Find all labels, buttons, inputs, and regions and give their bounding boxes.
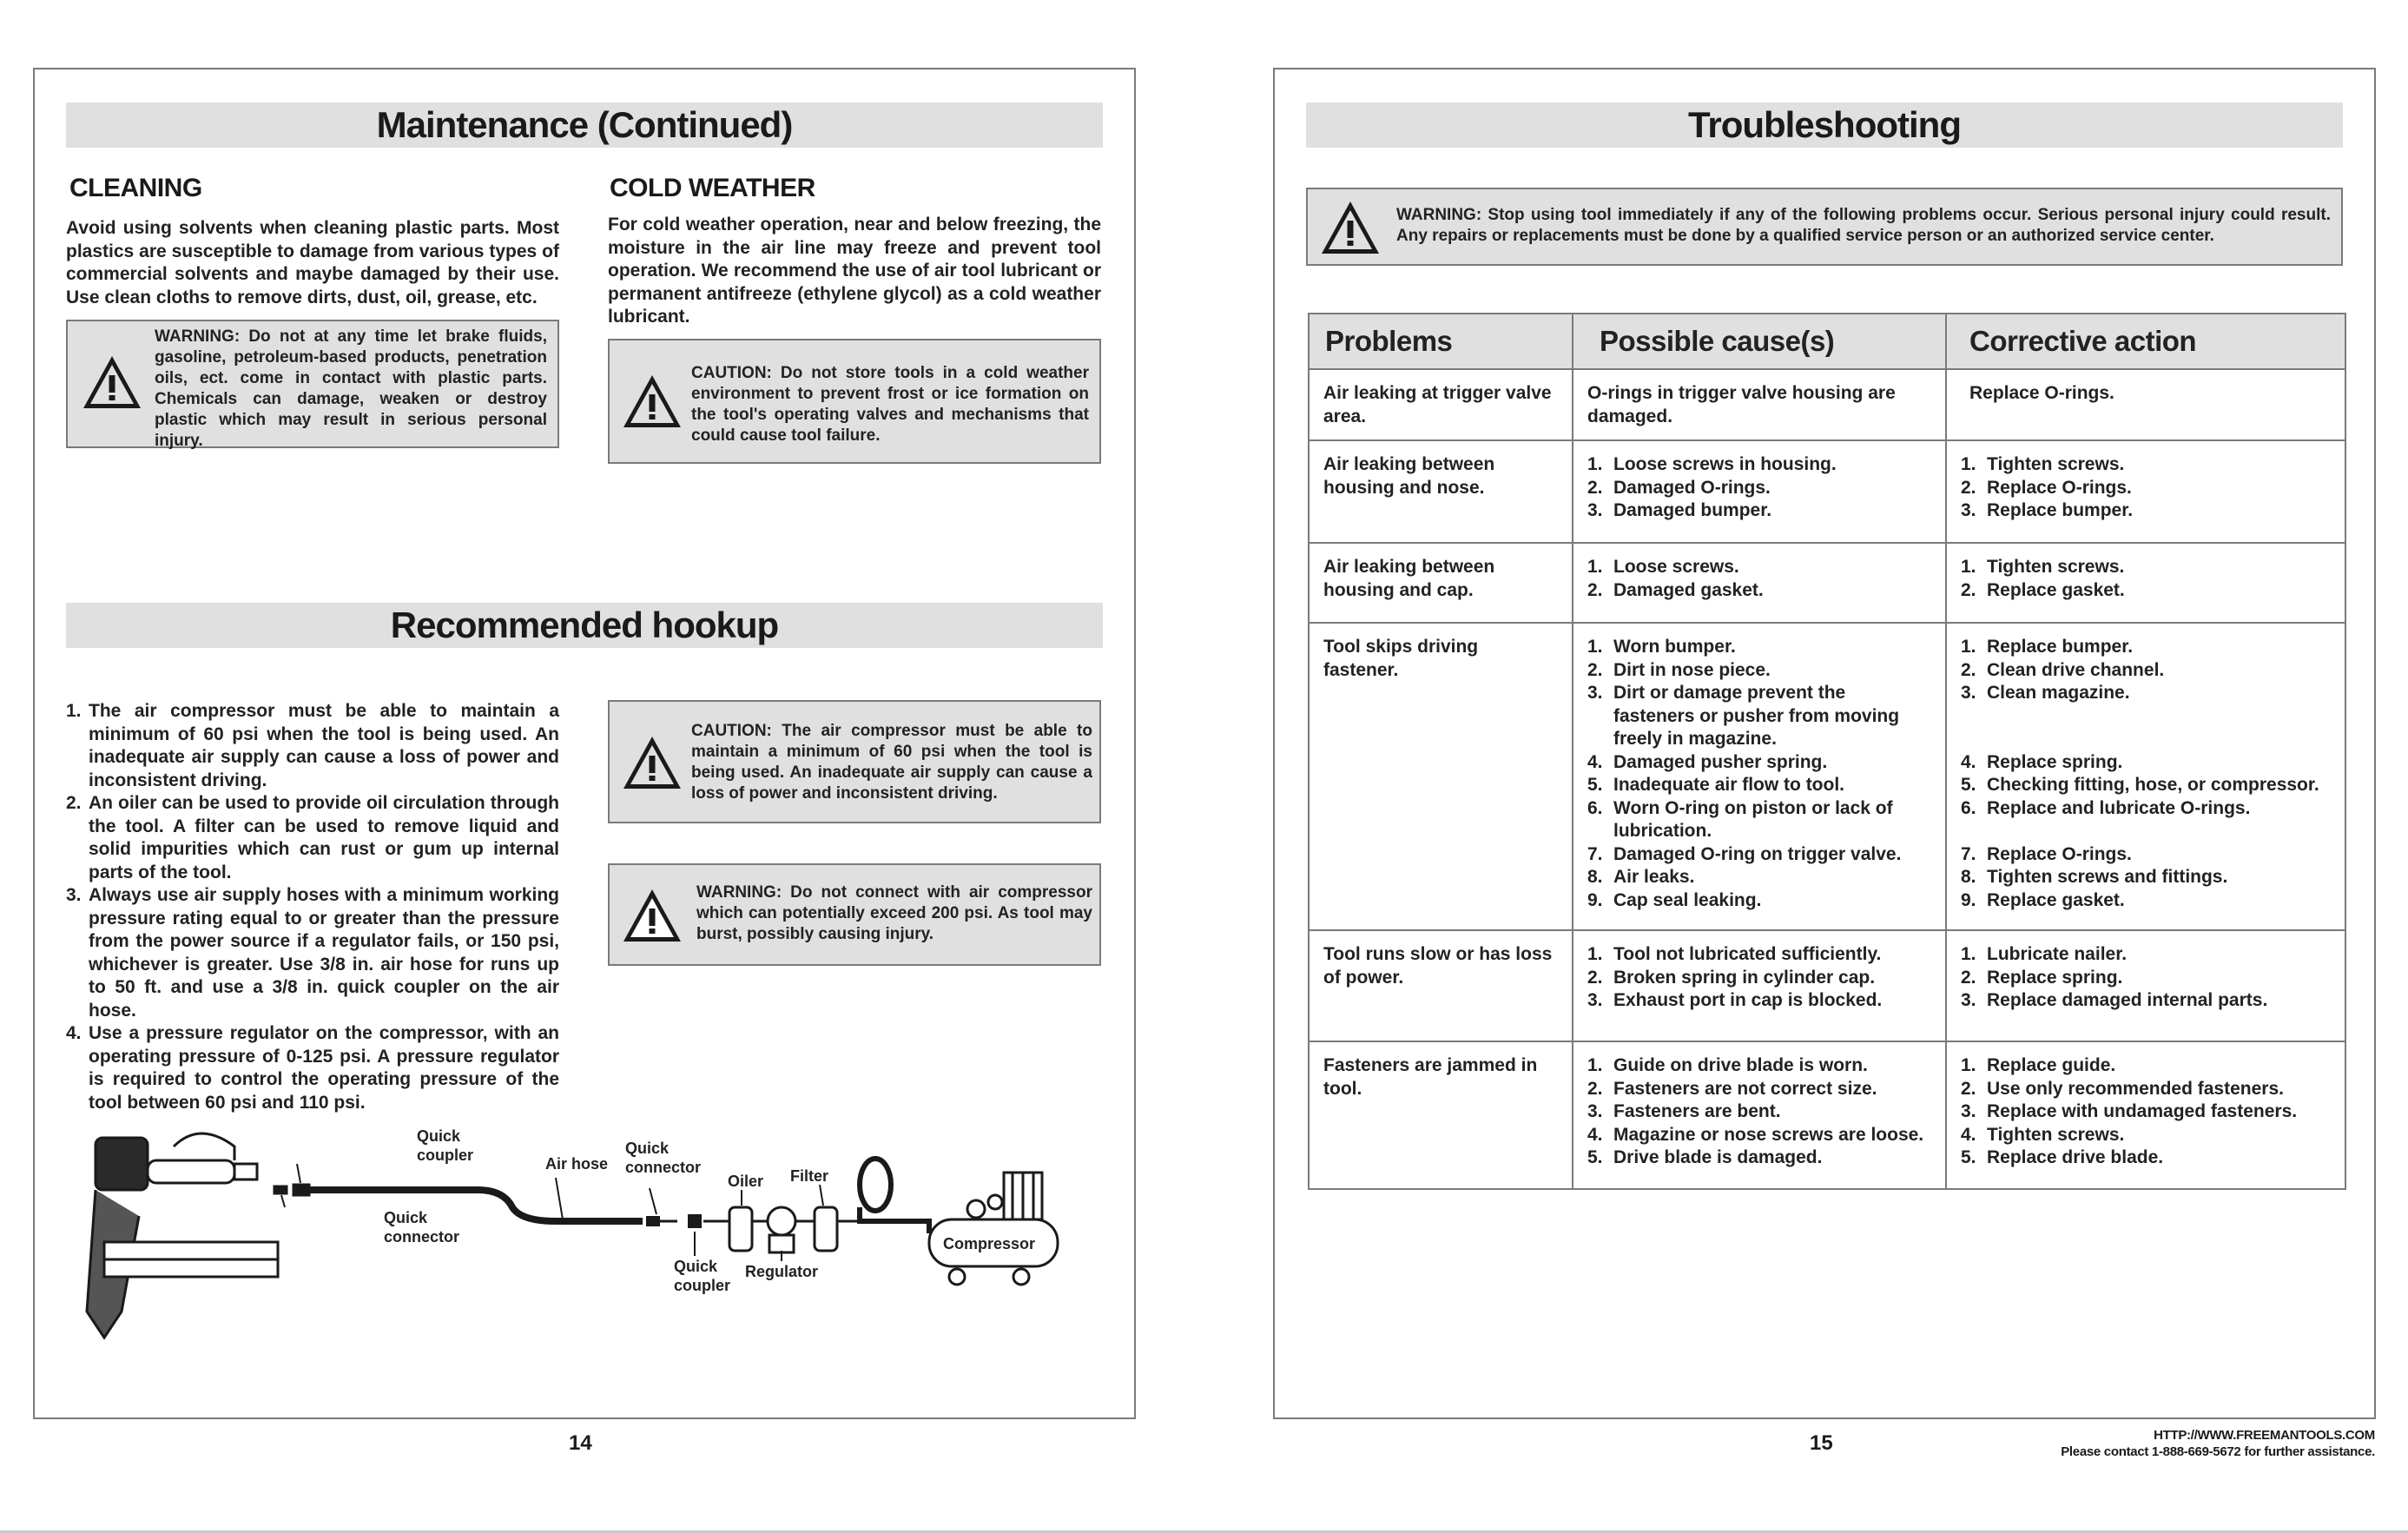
list-item: 2. Replace O-rings.	[1961, 477, 2132, 498]
cleaning-warning-box	[66, 320, 559, 448]
label-filter: Filter	[790, 1167, 829, 1185]
actions-cell	[1946, 623, 2345, 930]
table-row	[1309, 543, 2345, 623]
maintenance-title: Maintenance (Continued)	[66, 102, 1103, 148]
problem-cell: Air leaking between housing and cap.	[1309, 543, 1573, 623]
list-item: 4. Damaged pusher spring.	[1587, 751, 1828, 772]
list-item: 5. Replace drive blade.	[1961, 1147, 2164, 1167]
page-right	[1273, 68, 2376, 1419]
hookup-warning-box	[608, 863, 1101, 966]
list-item: 2. Fasteners are not correct size.	[1587, 1078, 1877, 1099]
list-item: 2. Damaged gasket.	[1587, 579, 1764, 600]
list-item: 3. Exhaust port in cap is blocked.	[1587, 990, 1883, 1010]
list-item: 1. Tool not lubricated sufficiently.	[1587, 944, 1882, 964]
hookup-warning-text: WARNING: Do not connect with air compressor which can potentially exceed 200 psi. As tool may burst, possibly causing injury.	[696, 883, 1092, 943]
list-item: 6. Replace and lubricate O-rings.	[1961, 797, 2251, 818]
list-item: 1. Guide on drive blade is worn.	[1587, 1055, 1868, 1075]
cold-weather-caution-box	[608, 339, 1101, 464]
nailer-icon	[87, 1133, 278, 1338]
causes-cell	[1573, 930, 1946, 1041]
list-item: 1. Replace bumper.	[1961, 637, 2134, 657]
label-quick-coupler-2: Quick coupler	[674, 1258, 731, 1294]
actions-cell: Replace O-rings.	[1946, 369, 2345, 440]
causes-cell	[1573, 623, 1946, 930]
list-item: 3. Dirt or damage prevent the fasteners or pusher from moving freely in magazine.	[1587, 683, 1900, 749]
list-item: 5. Inadequate air flow to tool.	[1587, 775, 1845, 795]
label-oiler: Oiler	[728, 1173, 764, 1190]
hookup-item-1: 1. The air compressor must be able to maintain a minimum of 60 psi when the tool is being used. An inadequate air supply can cause a loss of power and inconsistent driving.	[66, 701, 559, 790]
causes-cell	[1573, 1041, 1946, 1189]
header-causes: Possible cause(s)	[1573, 314, 1946, 369]
list-item: 2. Replace gasket.	[1961, 579, 2125, 600]
list-item: 1. Lubricate nailer.	[1961, 944, 2128, 964]
causes-cell	[1573, 543, 1946, 623]
warning-triangle-icon	[1320, 200, 1381, 255]
label-compressor: Compressor	[943, 1235, 1036, 1252]
hookup-item-2: 2. An oiler can be used to provide oil circulation through the tool. A filter can be used to remove liquid and solid impurities which can rust or gum up internal parts of the tool.	[66, 793, 559, 882]
hookup-list	[66, 700, 559, 1114]
hookup-diagram	[69, 1112, 1077, 1372]
cold-weather-text: For cold weather operation, near and below freezing, the moisture in the air line may freeze and prevent tool operation. We recommend the use of air tool lubricant or permanent antifreeze (ethylene glycol) as a cold weather lubricant.	[608, 215, 1101, 327]
table-row	[1309, 440, 2345, 543]
list-item: 2. Broken spring in cylinder cap.	[1587, 967, 1876, 988]
table-row	[1309, 930, 2345, 1041]
list-item: 1. Tighten screws.	[1961, 454, 2125, 474]
list-item: 9. Cap seal leaking.	[1587, 889, 1762, 910]
list-item: 2. Replace spring.	[1961, 967, 2123, 988]
page-left	[33, 68, 1136, 1419]
list-item: 7. Damaged O-ring on trigger valve.	[1587, 843, 1902, 864]
list-item: 4. Replace spring.	[1961, 751, 2123, 772]
cleaning-warning-text: WARNING: Do not at any time let brake fluids, gasoline, petroleum-based products, penetration oils, ect. come in contact with plastic parts. Chemicals can damage, weaken or destroy plastic which may result in serious personal injury.	[155, 327, 547, 450]
list-item: 6. Worn O-ring on piston or lack of lubrication.	[1587, 797, 1893, 841]
troubleshooting-table	[1308, 313, 2346, 1190]
hookup-caution-box	[608, 700, 1101, 823]
list-item: 2. Dirt in nose piece.	[1587, 659, 1771, 680]
hookup-caution-text: CAUTION: The air compressor must be able to maintain a minimum of 60 psi when the tool is being used. An inadequate air supply can cause a loss of power and inconsistent driving.	[691, 722, 1092, 803]
cold-weather-caution-text: CAUTION: Do not store tools in a cold weather environment to prevent frost or ice formation on the tool's operating valves and mechanisms that could cause tool failure.	[691, 364, 1089, 445]
actions-cell	[1946, 1041, 2345, 1189]
list-item: 5. Drive blade is damaged.	[1587, 1147, 1823, 1167]
actions-cell	[1946, 440, 2345, 543]
label-quick-connector-2: Quick connector	[625, 1140, 702, 1176]
list-item: 3. Replace with undamaged fasteners.	[1961, 1101, 2298, 1121]
table-row	[1309, 623, 2345, 930]
warning-triangle-icon	[622, 888, 683, 943]
footer-url[interactable]: HTTP://WWW.FREEMANTOOLS.COM	[2154, 1428, 2375, 1443]
hookup-title: Recommended hookup	[66, 603, 1103, 648]
list-item: 1. Replace guide.	[1961, 1055, 2116, 1075]
list-item: 2. Use only recommended fasteners.	[1961, 1078, 2284, 1099]
actions-cell	[1946, 930, 2345, 1041]
page-number-left: 14	[569, 1431, 592, 1455]
list-item: 5. Checking fitting, hose, or compressor.	[1961, 775, 2319, 795]
list-item: 1. Loose screws.	[1587, 557, 1739, 577]
list-item: 3. Replace bumper.	[1961, 500, 2134, 520]
causes-cell: O-rings in trigger valve housing are damaged.	[1573, 369, 1946, 440]
header-actions: Corrective action	[1946, 314, 2345, 369]
problem-cell: Tool runs slow or has loss of power.	[1309, 930, 1573, 1041]
list-item: 3. Damaged bumper.	[1587, 500, 1772, 520]
troubleshooting-warning-box	[1306, 188, 2343, 266]
cold-weather-heading: COLD WEATHER	[610, 174, 815, 202]
label-quick-coupler-1: Quick coupler	[417, 1127, 474, 1164]
list-item: 9. Replace gasket.	[1961, 889, 2125, 910]
air-hose-line	[309, 1190, 643, 1221]
compressor-icon	[929, 1173, 1058, 1285]
list-item: 8. Air leaks.	[1587, 867, 1695, 887]
problem-cell: Air leaking at trigger valve area.	[1309, 369, 1573, 440]
problem-cell: Fasteners are jammed in tool.	[1309, 1041, 1573, 1189]
caution-triangle-icon	[622, 735, 683, 790]
footer-phone: Please contact 1-888-669-5672 for further assistance.	[2061, 1444, 2375, 1459]
list-item: 3. Fasteners are bent.	[1587, 1101, 1781, 1121]
list-item: 1. Worn bumper.	[1587, 637, 1736, 657]
table-header-row	[1309, 314, 2345, 369]
caution-triangle-icon	[622, 373, 683, 429]
label-quick-connector-1: Quick connector	[384, 1209, 460, 1246]
footer-contact	[2061, 1427, 2375, 1460]
table-row	[1309, 369, 2345, 440]
label-regulator: Regulator	[745, 1263, 819, 1280]
list-item: 4. Magazine or nose screws are loose.	[1587, 1124, 1924, 1145]
list-item: 1. Tighten screws.	[1961, 557, 2125, 577]
label-air-hose: Air hose	[545, 1155, 609, 1173]
list-item: 7. Replace O-rings.	[1961, 843, 2132, 864]
problem-cell: Air leaking between housing and nose.	[1309, 440, 1573, 543]
problem-cell: Tool skips driving fastener.	[1309, 623, 1573, 930]
troubleshooting-warning-text: WARNING: Stop using tool immediately if any of the following problems occur. Serious personal injury could result. Any repairs or replacements must be done by a qualified service person or an authorized service center.	[1396, 206, 2331, 245]
list-item: 3. Clean magazine.	[1961, 683, 2130, 703]
troubleshooting-title: Troubleshooting	[1306, 102, 2343, 148]
hookup-item-4: 4. Use a pressure regulator on the compressor, with an operating pressure of 0-125 psi. A pressure regulator is required to control the operating pressure of the tool between 60 psi and 110 psi.	[66, 1023, 559, 1113]
cleaning-text: Avoid using solvents when cleaning plastic parts. Most plastics are susceptible to damage from various types of commercial solvents and maybe damaged by their use. Use clean cloths to remove dirts, dust, oil, grease, etc.	[66, 218, 559, 307]
cleaning-heading: CLEANING	[69, 174, 202, 202]
list-item: 2. Damaged O-rings.	[1587, 477, 1771, 498]
list-item: 3. Replace damaged internal parts.	[1961, 990, 2268, 1010]
hookup-item-3: 3. Always use air supply hoses with a minimum working pressure rating equal to or greater than the pressure from the power source if a regulator fails, or 150 psi, whichever is greater. Use 3/8 in. air hose for runs up to 50 ft. and use a 3/8 in. quick coupler on the air hose.	[66, 885, 559, 1021]
list-item: 8. Tighten screws and fittings.	[1961, 867, 2228, 887]
warning-triangle-icon	[82, 354, 142, 410]
table-row	[1309, 1041, 2345, 1189]
causes-cell	[1573, 440, 1946, 543]
header-problems: Problems	[1309, 314, 1573, 369]
page-number-right: 15	[1810, 1431, 1833, 1455]
list-item: 1. Loose screws in housing.	[1587, 454, 1837, 474]
list-item: 4. Tighten screws.	[1961, 1124, 2125, 1145]
list-item: 2. Clean drive channel.	[1961, 659, 2165, 680]
actions-cell	[1946, 543, 2345, 623]
